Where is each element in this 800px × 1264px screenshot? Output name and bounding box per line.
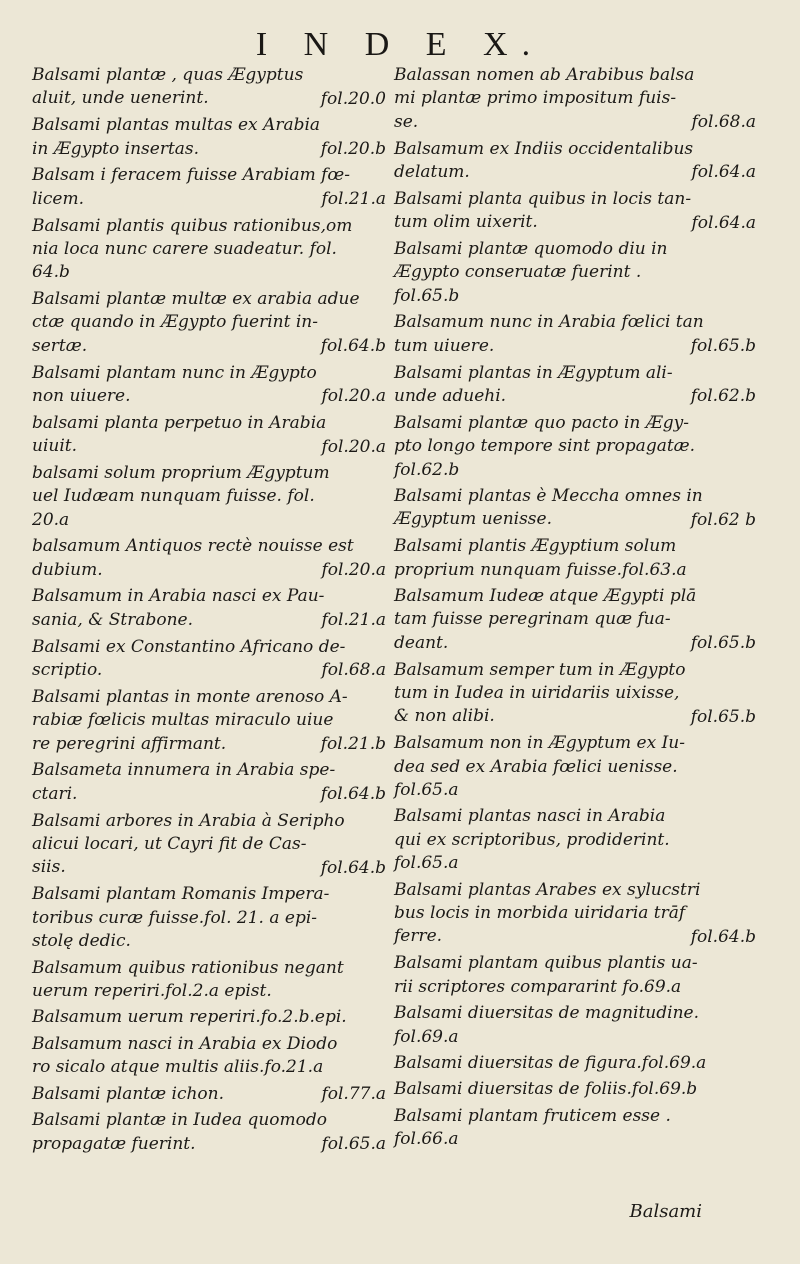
left-column bbox=[32, 64, 404, 1160]
index-entry bbox=[394, 535, 774, 582]
entry-text: Balsameta innumera in Arabia spe- ctari. bbox=[32, 760, 336, 804]
index-entry bbox=[394, 659, 774, 730]
index-entry bbox=[394, 412, 774, 482]
index-entry bbox=[394, 64, 774, 135]
index-entry bbox=[394, 188, 774, 235]
entry-text: Balsami diuersitas de figura.fol.69.a bbox=[394, 1052, 707, 1073]
index-entry bbox=[394, 1105, 774, 1152]
index-entry bbox=[394, 1052, 774, 1075]
folio-reference: fol.68.a bbox=[691, 112, 756, 133]
entry-text: balsamum Antiquos rectè nouisse est dubium. bbox=[32, 536, 354, 580]
folio-reference: fol.21.a bbox=[321, 610, 386, 631]
entry-text: balsami planta perpetuo in Arabia uiuit. bbox=[32, 412, 327, 457]
entry-text: Balsami plantas nasci in Arabia qui ex scriptoribus, prodiderint. fol.65.a bbox=[394, 806, 670, 874]
entry-text: Balsami plantæ ichon. bbox=[32, 1083, 224, 1104]
folio-reference: fol.20.a bbox=[321, 386, 386, 407]
folio-reference: fol.65.b bbox=[690, 706, 756, 727]
entry-text: Balsami planta quibus in locis tan- tum olim uixerit. bbox=[394, 188, 692, 233]
catchword: Balsami bbox=[629, 1201, 702, 1222]
right-column bbox=[394, 64, 774, 1155]
entry-text: Balsami plantas è Meccha omnes in Ægyptum uenisse. bbox=[394, 485, 703, 530]
entry-text: Balsamum in Arabia nasci ex Pau- sania, & Strabone. bbox=[32, 586, 325, 630]
index-entry bbox=[394, 485, 774, 532]
entry-text: Balsami plantas multas ex Arabia in Ægypto insertas. bbox=[32, 115, 321, 159]
entry-text: Balsami arbores in Arabia à Seripho alicui locari, ut Cayri fit de Cas- siis. bbox=[32, 810, 345, 878]
folio-reference: fol.65.b bbox=[690, 633, 756, 654]
entry-text: balsami solum proprium Ægyptum uel Iudæam nunquam fuisse. fol. 20.a bbox=[32, 462, 330, 530]
index-entry bbox=[32, 164, 404, 211]
folio-reference: fol.20.0 bbox=[320, 88, 386, 109]
folio-reference: fol.21.b bbox=[320, 734, 386, 755]
index-entry bbox=[32, 1006, 404, 1029]
index-entry bbox=[394, 879, 774, 950]
folio-reference: fol.62 b bbox=[690, 509, 756, 530]
index-entry bbox=[32, 114, 404, 161]
index-entry bbox=[394, 362, 774, 409]
entry-text: Balsami plantam fruticem esse . fol.66.a bbox=[394, 1105, 671, 1150]
folio-reference: fol.64.b bbox=[320, 784, 386, 805]
entry-text: Balsami plantæ , quas Ægyptus aluit, unde uenerint. bbox=[32, 65, 304, 109]
index-entry bbox=[32, 64, 404, 111]
folio-reference: fol.68.a bbox=[321, 660, 386, 681]
entry-text: Balsamum ex Indiis occidentalibus delatum. bbox=[394, 138, 694, 183]
folio-reference: fol.64.b bbox=[320, 857, 386, 878]
entry-text: Balsami ex Constantino Africano de- scriptio. bbox=[32, 636, 346, 680]
entry-text: Balsami plantis Ægyptium solum proprium nunquam fuisse.fol.63.a bbox=[394, 536, 687, 580]
entry-text: Balsamum quibus rationibus negant uerum reperiri.fol.2.a epist. bbox=[32, 957, 344, 1001]
entry-text: Balsami plantæ multæ ex arabia adue ctæ quando in Ægypto fuerint in- sertæ. bbox=[32, 288, 360, 356]
entry-text: Balsamum semper tum in Ægypto tum in Iudea in uiridariis uixisse, & non alibi. bbox=[394, 659, 686, 727]
entry-text: Balsami plantæ quomodo diu in Ægypto conseruatæ fuerint . fol.65.b bbox=[394, 239, 668, 306]
entry-text: Balsamum nunc in Arabia fœlici tan tum uiuere. bbox=[394, 312, 704, 356]
index-entry bbox=[32, 215, 404, 285]
index-entry bbox=[394, 952, 774, 999]
entry-text: Balsami diuersitas de magnitudine. fol.69.a bbox=[394, 1003, 699, 1047]
entry-text: Balassan nomen ab Arabibus balsa mi plantæ primo impositum fuis- se. bbox=[394, 65, 695, 132]
folio-reference: fol.20.b bbox=[320, 139, 386, 160]
index-entry bbox=[394, 585, 774, 656]
folio-reference: fol.64.a bbox=[691, 162, 756, 183]
entry-text: Balsami plantas in monte arenoso A- rabiæ fœlicis multas miraculo uiue re peregrini affirmant. bbox=[32, 686, 348, 754]
entry-text: Balsami diuersitas de foliis.fol.69.b bbox=[394, 1079, 698, 1100]
entry-text: Balsami plantas Arabes ex sylucstri bus locis in morbida uiridaria trāf ferre. bbox=[394, 879, 701, 947]
index-entry bbox=[32, 462, 404, 532]
entry-text: Balsamum nasci in Arabia ex Diodo ro sicalo atque multis aliis.fo.21.a bbox=[32, 1033, 338, 1078]
folio-reference: fol.64.a bbox=[691, 212, 756, 233]
index-entry bbox=[394, 1002, 774, 1049]
folio-reference: fol.64.b bbox=[320, 336, 386, 357]
entry-text: Balsamum Iudeæ atque Ægypti plā tam fuisse peregrinam quæ fua- deant. bbox=[394, 585, 697, 653]
folio-reference: fol.20.a bbox=[321, 436, 386, 457]
entry-text: Balsami plantam Romanis Impera- toribus curæ fuisse.fol. 21. a epi- stolę dedic. bbox=[32, 884, 330, 952]
entry-text: Balsami plantas in Ægyptum ali- unde aduehi. bbox=[394, 362, 673, 406]
index-entry bbox=[32, 883, 404, 953]
index-entry bbox=[32, 1033, 404, 1080]
index-entry bbox=[32, 288, 404, 359]
folio-reference: fol.77.a bbox=[321, 1083, 386, 1104]
entry-text: Balsamum non in Ægyptum ex Iu- dea sed ex Arabia fœlici uenisse. fol.65.a bbox=[394, 733, 685, 801]
index-entry bbox=[32, 957, 404, 1004]
folio-reference: fol.65.b bbox=[690, 336, 756, 357]
folio-reference: fol.20.a bbox=[321, 559, 386, 580]
entry-text: Balsam i feracem fuisse Arabiam fœ- licem. bbox=[32, 165, 350, 209]
index-entry bbox=[394, 138, 774, 185]
index-entry bbox=[32, 585, 404, 632]
folio-reference: fol.21.a bbox=[321, 189, 386, 210]
index-entry bbox=[394, 1078, 774, 1101]
folio-reference: fol.64.b bbox=[690, 926, 756, 947]
index-entry bbox=[394, 805, 774, 875]
index-entry bbox=[32, 412, 404, 459]
index-entry bbox=[394, 238, 774, 308]
entry-text: Balsami plantæ quo pacto in Ægy- pto longo tempore sint propagatæ. fol.62.b bbox=[394, 412, 696, 480]
index-entry bbox=[394, 311, 774, 358]
entry-text: Balsami plantis quibus rationibus,om nia loca nunc carere suadeatur. fol. 64.b bbox=[32, 215, 353, 283]
index-entry bbox=[394, 732, 774, 802]
entry-text: Balsami plantam nunc in Ægypto non uiuere. bbox=[32, 362, 317, 406]
index-entry bbox=[32, 1109, 404, 1156]
index-entry bbox=[32, 759, 404, 806]
index-entry bbox=[32, 686, 404, 757]
folio-reference: fol.62.b bbox=[690, 386, 756, 407]
entry-text: Balsamum uerum reperiri.fo.2.b.epi. bbox=[32, 1007, 347, 1028]
folio-reference: fol.65.a bbox=[321, 1134, 386, 1155]
index-entry bbox=[32, 636, 404, 683]
index-entry bbox=[32, 1083, 404, 1107]
entry-text: Balsami plantam quibus plantis ua- rii scriptores compararint fo.69.a bbox=[394, 953, 698, 997]
index-entry bbox=[32, 535, 404, 582]
page-header: I N D E X. bbox=[255, 26, 545, 63]
index-entry bbox=[32, 362, 404, 409]
index-entry bbox=[32, 810, 404, 881]
entry-text: Balsami plantæ in Iudea quomodo propagatæ fuerint. bbox=[32, 1110, 327, 1154]
